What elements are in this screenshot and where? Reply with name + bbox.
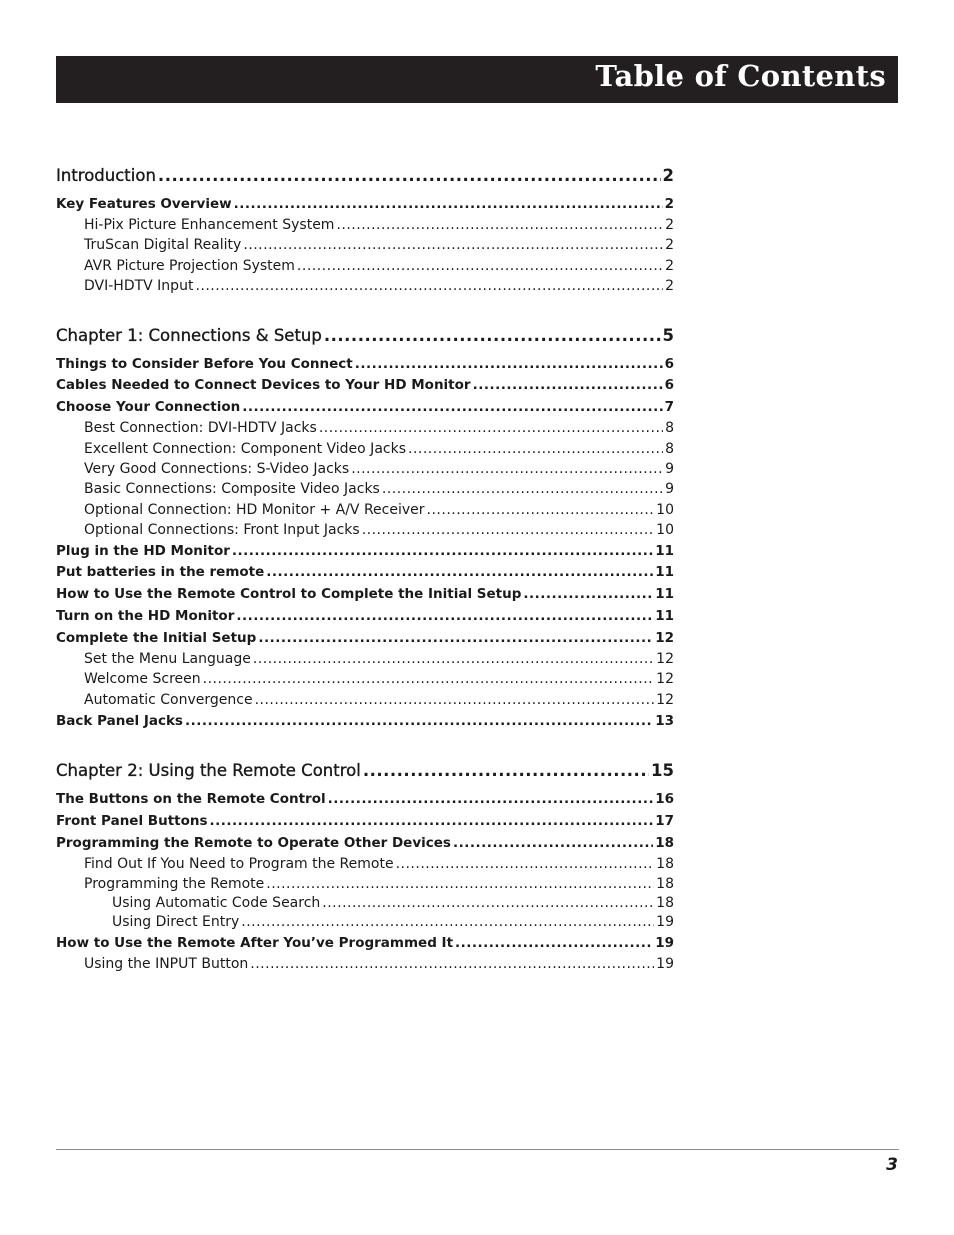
toc-entry[interactable] [56, 566, 674, 580]
toc-entry-title: TruScan Digital Reality [84, 237, 242, 253]
toc-entry-page: 6 [664, 377, 674, 393]
toc-entry-page: 2 [665, 237, 674, 253]
toc-entry-title: Programming the Remote [84, 876, 265, 892]
toc-entry-title: Put batteries in the remote [56, 564, 265, 580]
toc-entry[interactable] [84, 693, 674, 707]
toc-leader-dots [242, 401, 662, 415]
footer-divider [56, 1149, 899, 1150]
toc-leader-dots [253, 652, 654, 666]
toc-entry-title: Excellent Connection: Component Video Jacks [84, 441, 406, 457]
toc-entry-page: 18 [656, 895, 674, 911]
toc-entry-title: Very Good Connections: S-Video Jacks [84, 461, 350, 477]
toc-entry-page: 12 [656, 651, 674, 667]
toc-leader-dots [210, 815, 654, 829]
toc-entry[interactable] [56, 815, 674, 829]
toc-entry-page: 9 [665, 481, 674, 497]
toc-entry-page: 10 [656, 522, 674, 538]
toc-entry[interactable] [56, 837, 674, 851]
toc-entry-title: The Buttons on the Remote Control [56, 791, 326, 807]
toc-entry[interactable] [56, 715, 674, 729]
toc-entry-title: Choose Your Connection [56, 399, 241, 415]
toc-entry-page: 19 [655, 935, 674, 951]
toc-entry-title: Complete the Initial Setup [56, 630, 257, 646]
toc-leader-dots [336, 218, 663, 232]
toc-entry-title: Hi-Pix Picture Enhancement System [84, 217, 335, 233]
toc-leader-dots [158, 168, 661, 185]
toc-entry[interactable] [56, 379, 674, 393]
toc-entry[interactable] [56, 358, 674, 372]
toc-entry-title: Basic Connections: Composite Video Jacks [84, 481, 380, 497]
toc-entry-page: 6 [664, 356, 674, 372]
toc-entry-page: 11 [655, 543, 674, 559]
toc-entry-title: AVR Picture Projection System [84, 258, 295, 274]
toc-leader-dots [236, 610, 653, 624]
toc-entry[interactable] [56, 610, 674, 624]
toc-leader-dots [243, 238, 663, 252]
toc-leader-dots [203, 672, 655, 686]
page-number: 3 [886, 1155, 898, 1175]
toc-entry-title: Introduction [56, 166, 156, 185]
toc-entry[interactable] [84, 672, 674, 686]
toc-entry[interactable] [56, 588, 674, 602]
toc-leader-dots [324, 328, 661, 345]
toc-leader-dots [185, 715, 653, 729]
toc-entry-title: Programming the Remote to Operate Other Devices [56, 835, 451, 851]
toc-entry[interactable] [84, 857, 674, 871]
toc-entry-title: Welcome Screen [84, 671, 201, 687]
toc-leader-dots [396, 857, 655, 871]
toc-entry[interactable] [84, 523, 674, 537]
toc-entry-title: Using Automatic Code Search [112, 895, 321, 911]
toc-leader-dots [297, 259, 663, 273]
toc-entry-title: How to Use the Remote Control to Complete the Initial Setup [56, 586, 522, 602]
toc-leader-dots [523, 588, 653, 602]
toc-entry-page: 7 [664, 399, 674, 415]
toc-entry[interactable] [84, 442, 674, 456]
toc-entry-page: 5 [662, 326, 674, 345]
toc-entry-page: 16 [655, 791, 674, 807]
toc-entry-page: 2 [665, 278, 674, 294]
toc-leader-dots [362, 523, 654, 537]
toc-entry-title: Key Features Overview [56, 196, 232, 212]
toc-entry-title: Find Out If You Need to Program the Remote [84, 856, 394, 872]
toc-leader-dots [322, 896, 654, 910]
toc-entry-page: 17 [655, 813, 674, 829]
toc-entry-page: 12 [655, 630, 674, 646]
toc-leader-dots [351, 462, 663, 476]
toc-entry[interactable] [84, 877, 674, 891]
header-bar [56, 56, 898, 103]
toc-entry[interactable] [84, 482, 674, 496]
toc-leader-dots [266, 877, 654, 891]
toc-entry[interactable] [84, 652, 674, 666]
toc-entry-title: Cables Needed to Connect Devices to Your HD Monitor [56, 377, 471, 393]
toc-entry-title: Optional Connection: HD Monitor + A/V Receiver [84, 502, 425, 518]
toc-entry[interactable] [84, 238, 674, 252]
toc-leader-dots [355, 358, 663, 372]
toc-entry[interactable] [84, 218, 674, 232]
toc-entry-page: 18 [656, 876, 674, 892]
toc-entry-page: 12 [656, 671, 674, 687]
toc-leader-dots [363, 763, 649, 780]
toc-entry-page: 18 [655, 835, 674, 851]
toc-chapter-introduction[interactable] [56, 168, 674, 185]
toc-leader-dots [234, 198, 663, 212]
toc-leader-dots [250, 957, 654, 971]
toc-entry-title: Chapter 2: Using the Remote Control [56, 761, 361, 780]
toc-entry-title: Front Panel Buttons [56, 813, 208, 829]
toc-leader-dots [455, 937, 653, 951]
toc-entry-page: 8 [665, 420, 674, 436]
toc-leader-dots [255, 693, 655, 707]
toc-entry-title: Optional Connections: Front Input Jacks [84, 522, 360, 538]
toc-leader-dots [319, 421, 663, 435]
toc-entry-page: 2 [665, 217, 674, 233]
toc-entry-title: Best Connection: DVI-HDTV Jacks [84, 420, 317, 436]
toc-leader-dots [427, 503, 655, 517]
toc-entry-title: Plug in the HD Monitor [56, 543, 230, 559]
toc-entry[interactable] [84, 259, 674, 273]
toc-entry-title: DVI-HDTV Input [84, 278, 194, 294]
toc-entry-page: 2 [662, 166, 674, 185]
toc-entry-title: How to Use the Remote After You’ve Programmed It [56, 935, 454, 951]
toc-entry-title: Using the INPUT Button [84, 956, 249, 972]
toc-entry-page: 2 [665, 258, 674, 274]
toc-leader-dots [241, 915, 654, 929]
toc-entry-page: 12 [656, 692, 674, 708]
toc-entry[interactable] [56, 545, 674, 559]
toc-leader-dots [266, 566, 653, 580]
toc-entry-title: Automatic Convergence [84, 692, 253, 708]
toc-entry[interactable] [112, 915, 674, 929]
toc-entry-page: 2 [664, 196, 674, 212]
toc-leader-dots [453, 837, 653, 851]
toc-entry[interactable] [84, 462, 674, 476]
toc-entry-title: Things to Consider Before You Connect [56, 356, 353, 372]
toc-entry-page: 9 [665, 461, 674, 477]
toc-entry[interactable] [56, 198, 674, 212]
toc-entry-page: 15 [651, 761, 674, 780]
toc-entry[interactable] [56, 937, 674, 951]
toc-leader-dots [232, 545, 653, 559]
toc-entry-title: Set the Menu Language [84, 651, 251, 667]
toc-entry-title: Using Direct Entry [112, 914, 240, 930]
toc-leader-dots [328, 793, 654, 807]
toc-entry-title: Turn on the HD Monitor [56, 608, 235, 624]
toc-entry[interactable] [112, 896, 674, 910]
toc-entry[interactable] [84, 421, 674, 435]
toc-leader-dots [258, 632, 653, 646]
toc-entry[interactable] [56, 401, 674, 415]
toc-entry-page: 13 [655, 713, 674, 729]
toc-entry[interactable] [84, 957, 674, 971]
toc-entry-page: 19 [656, 914, 674, 930]
toc-leader-dots [195, 279, 663, 293]
toc-leader-dots [473, 379, 663, 393]
toc-chapter-1[interactable] [56, 328, 674, 345]
toc-entry[interactable] [56, 632, 674, 646]
toc-leader-dots [382, 482, 663, 496]
page-title: Table of Contents [595, 59, 886, 93]
toc-entry-page: 18 [656, 856, 674, 872]
toc-entry-title: Chapter 1: Connections & Setup [56, 326, 322, 345]
toc-entry-page: 11 [655, 586, 674, 602]
toc-chapter-2[interactable] [56, 763, 674, 780]
toc-entry[interactable] [84, 279, 674, 293]
toc-entry-page: 8 [665, 441, 674, 457]
toc-entry[interactable] [84, 503, 674, 517]
toc-leader-dots [408, 442, 663, 456]
toc-entry-page: 19 [656, 956, 674, 972]
toc-entry[interactable] [56, 793, 674, 807]
toc-entry-page: 10 [656, 502, 674, 518]
toc-entry-title: Back Panel Jacks [56, 713, 183, 729]
toc-entry-page: 11 [655, 564, 674, 580]
toc-entry-page: 11 [655, 608, 674, 624]
